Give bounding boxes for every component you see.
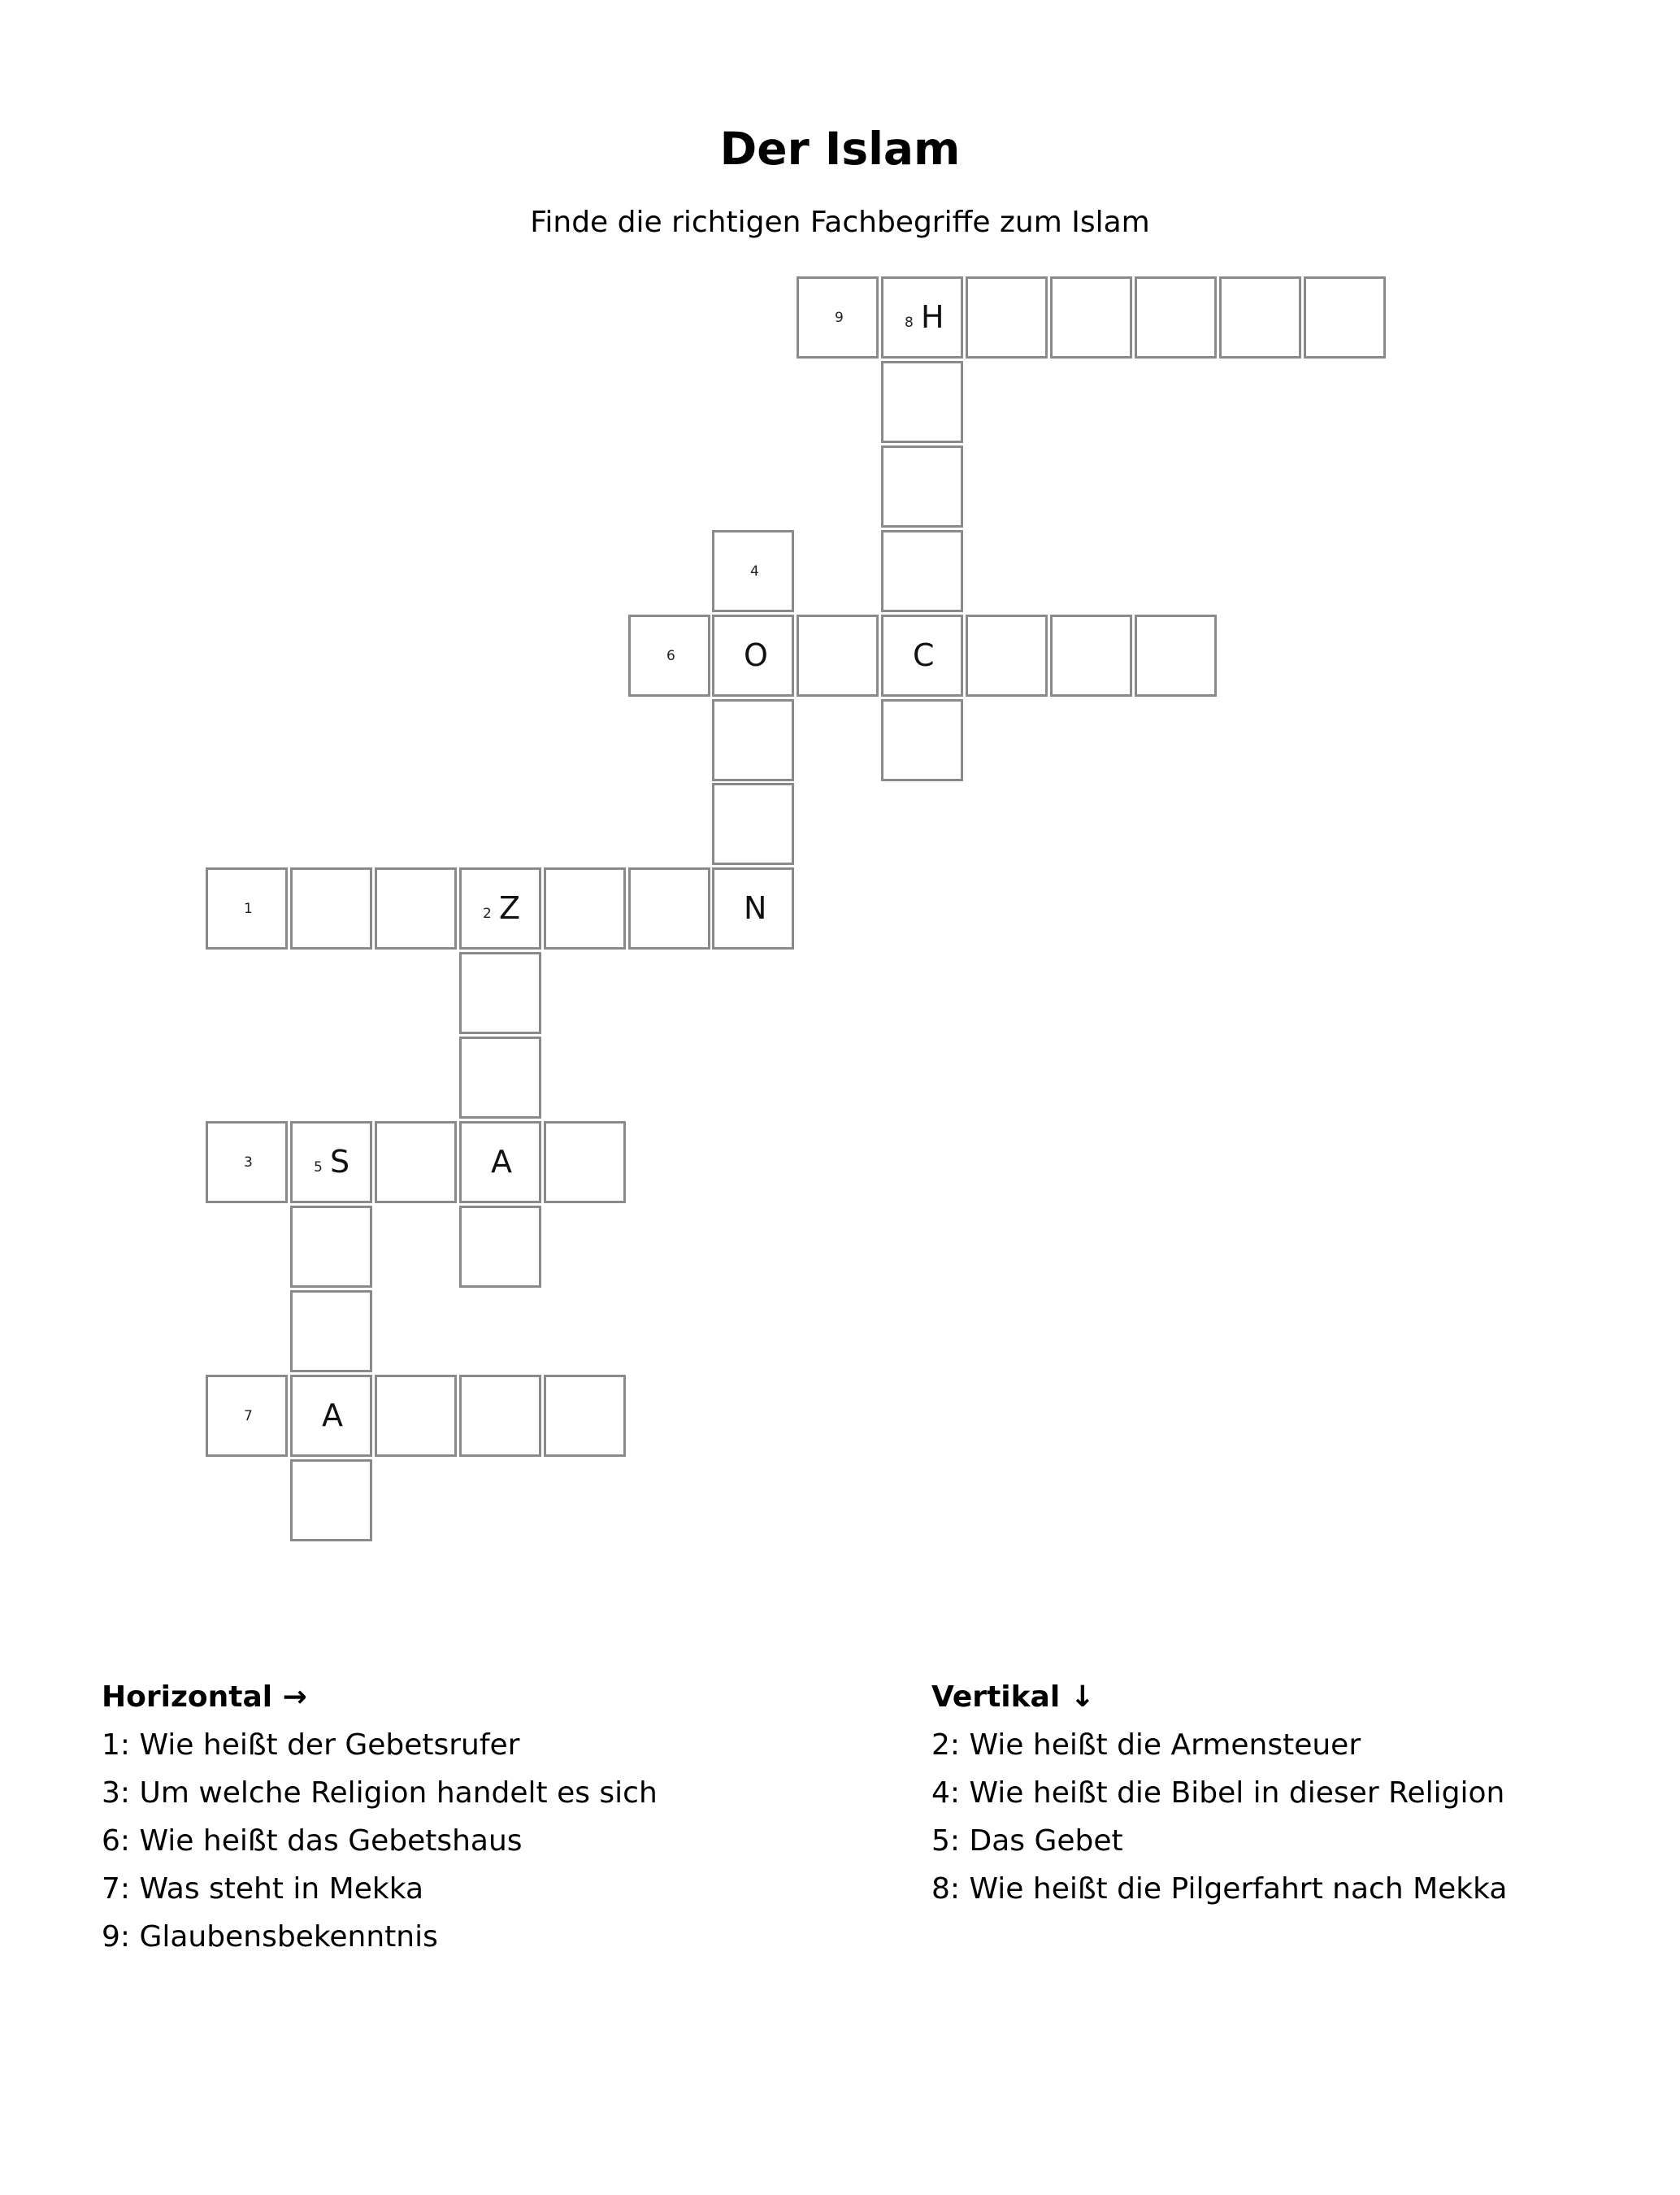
clues-down-heading: Vertikal ↓	[931, 1680, 1095, 1714]
crossword-cell[interactable]	[1135, 276, 1217, 359]
crossword-cell[interactable]	[881, 530, 963, 612]
clue-down-item: 5: Das Gebet	[931, 1824, 1123, 1858]
crossword-cell[interactable]	[206, 867, 288, 950]
crossword-cell[interactable]	[544, 1375, 626, 1457]
cell-number: 2	[483, 906, 492, 922]
crossword-cell[interactable]	[459, 1206, 541, 1288]
crossword-cell[interactable]	[628, 615, 710, 697]
crossword-cell[interactable]	[375, 867, 457, 950]
crossword-cell[interactable]	[1050, 276, 1132, 359]
crossword-cell[interactable]	[290, 1375, 372, 1457]
crossword-cell[interactable]	[375, 1121, 457, 1203]
cell-number: 6	[666, 648, 675, 664]
crossword-cell[interactable]	[712, 699, 794, 781]
clue-across-item: 3: Um welche Religion handelt es sich	[102, 1776, 658, 1810]
crossword-cell[interactable]	[712, 783, 794, 865]
clue-across-item: 9: Glaubensbekenntnis	[102, 1920, 438, 1954]
clue-across-item: 1: Wie heißt der Gebetsrufer	[102, 1728, 520, 1762]
cell-number: 5	[314, 1159, 323, 1176]
crossword-cell[interactable]	[966, 615, 1048, 697]
cell-number: 7	[244, 1408, 253, 1424]
cell-number: 1	[244, 901, 253, 917]
crossword-cell[interactable]	[459, 1121, 541, 1203]
cell-letter: H	[921, 299, 944, 335]
crossword-cell[interactable]	[797, 276, 879, 359]
page-subtitle: Finde die richtigen Fachbegriffe zum Islam	[530, 206, 1150, 239]
clue-down-item: 8: Wie heißt die Pilgerfahrt nach Mekka	[931, 1872, 1508, 1906]
crossword-cell[interactable]	[712, 867, 794, 950]
cell-letter: O	[744, 637, 768, 673]
crossword-cell[interactable]	[712, 530, 794, 612]
crossword-cell[interactable]	[544, 1121, 626, 1203]
crossword-cell[interactable]	[1304, 276, 1386, 359]
cell-letter: N	[744, 890, 767, 926]
crossword-cell[interactable]	[881, 276, 963, 359]
crossword-cell[interactable]	[290, 1459, 372, 1541]
crossword-cell[interactable]	[206, 1121, 288, 1203]
cell-letter: A	[491, 1144, 512, 1180]
clue-down-item: 4: Wie heißt die Bibel in dieser Religion	[931, 1776, 1505, 1810]
cell-letter: C	[913, 637, 935, 673]
crossword-cell[interactable]	[881, 615, 963, 697]
cell-letter: A	[322, 1397, 343, 1433]
crossword-cell[interactable]	[966, 276, 1048, 359]
crossword-cell[interactable]	[1050, 615, 1132, 697]
crossword-cell[interactable]	[459, 952, 541, 1034]
page-title: Der Islam	[719, 123, 961, 175]
cell-number: 8	[905, 315, 914, 331]
crossword-cell[interactable]	[206, 1375, 288, 1457]
cell-letter: S	[330, 1144, 350, 1180]
crossword-cell[interactable]	[628, 867, 710, 950]
crossword-cell[interactable]	[1219, 276, 1301, 359]
cell-letter: Z	[499, 890, 521, 926]
crossword-cell[interactable]	[544, 867, 626, 950]
crossword-cell[interactable]	[290, 1206, 372, 1288]
crossword-cell[interactable]	[459, 867, 541, 950]
clue-across-item: 7: Was steht in Mekka	[102, 1872, 424, 1906]
crossword-cell[interactable]	[797, 615, 879, 697]
crossword-cell[interactable]	[881, 361, 963, 443]
crossword-cell[interactable]	[290, 1290, 372, 1372]
crossword-cell[interactable]	[712, 615, 794, 697]
cell-number: 9	[835, 310, 844, 326]
crossword-cell[interactable]	[459, 1375, 541, 1457]
cell-number: 3	[244, 1154, 253, 1171]
crossword-cell[interactable]	[290, 1121, 372, 1203]
crossword-cell[interactable]	[375, 1375, 457, 1457]
clue-across-item: 6: Wie heißt das Gebetshaus	[102, 1824, 523, 1858]
crossword-cell[interactable]	[459, 1037, 541, 1119]
clues-across-heading: Horizontal →	[102, 1680, 307, 1714]
crossword-cell[interactable]	[881, 699, 963, 781]
crossword-cell[interactable]	[1135, 615, 1217, 697]
clues-down	[931, 1673, 1507, 1913]
clues-across	[102, 1673, 658, 1961]
crossword-cell[interactable]	[881, 446, 963, 528]
crossword-cell[interactable]	[290, 867, 372, 950]
cell-number: 4	[750, 563, 759, 580]
clue-down-item: 2: Wie heißt die Armensteuer	[931, 1728, 1361, 1762]
